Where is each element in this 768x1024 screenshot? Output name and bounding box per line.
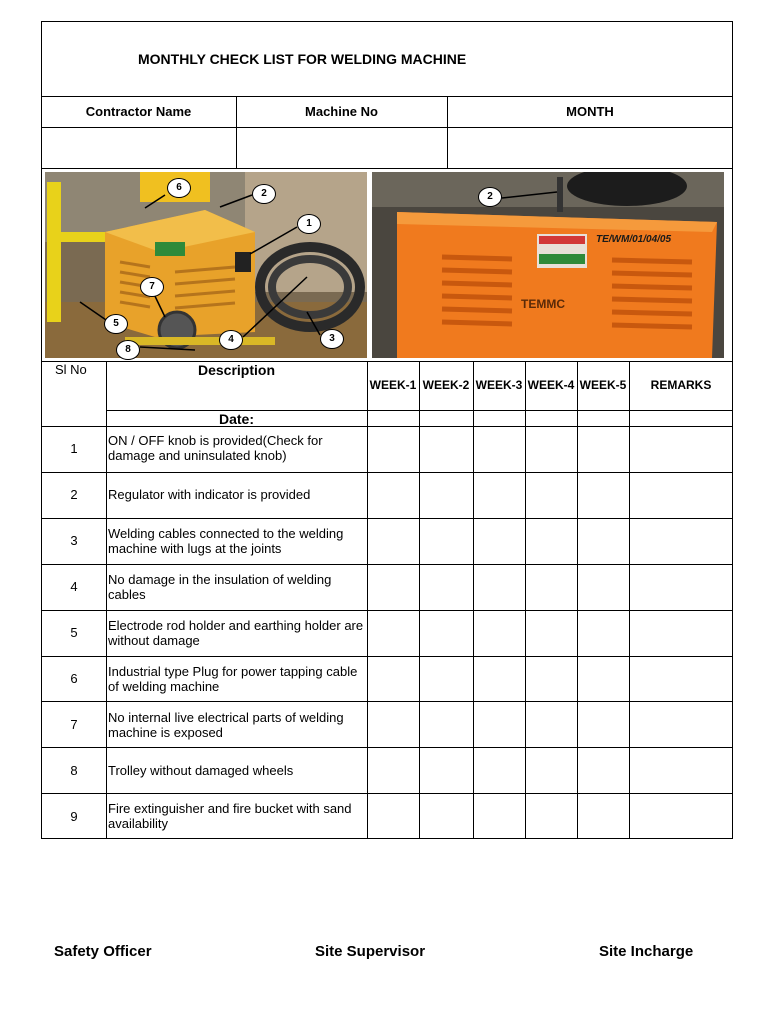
- callout-5: 5: [104, 314, 128, 334]
- row-description: Electrode rod holder and earthing holder are without damage: [108, 618, 364, 648]
- divider: [41, 610, 733, 611]
- page-title: MONTHLY CHECK LIST FOR WELDING MACHINE: [138, 51, 467, 67]
- site-supervisor-signature: Site Supervisor: [315, 943, 426, 960]
- divider: [41, 518, 733, 519]
- callout-2: 2: [252, 184, 276, 204]
- safety-officer-signature: Safety Officer: [54, 943, 152, 960]
- divider: [41, 168, 733, 169]
- divider: [525, 361, 526, 839]
- callout-3: 3: [320, 329, 344, 349]
- contractor-name-label: Contractor Name: [85, 104, 192, 119]
- description-header: Description: [197, 362, 275, 378]
- machine-id-plate: TE/WM/01/04/05: [596, 234, 672, 245]
- contractor-name-field[interactable]: [42, 128, 235, 167]
- divider: [41, 793, 733, 794]
- week-5-header: WEEK-5: [579, 378, 627, 392]
- row-number: 6: [70, 671, 78, 686]
- row-number: 7: [70, 717, 78, 732]
- date-label: Date:: [218, 411, 254, 427]
- row-number: 8: [70, 763, 78, 778]
- welding-machine-photo-right: [372, 172, 724, 358]
- divider: [41, 96, 733, 97]
- divider: [419, 361, 420, 839]
- month-label: MONTH: [566, 104, 614, 119]
- machine-no-label: Machine No: [305, 104, 378, 119]
- machine-no-field[interactable]: [237, 128, 446, 167]
- divider: [41, 426, 106, 427]
- divider: [41, 564, 733, 565]
- divider: [41, 656, 733, 657]
- week-3-header: WEEK-3: [475, 378, 523, 392]
- callout-1: 1: [297, 214, 321, 234]
- callout-2: 2: [478, 187, 502, 207]
- week-4-header: WEEK-4: [527, 378, 575, 392]
- month-field[interactable]: [448, 128, 732, 167]
- row-description: Regulator with indicator is provided: [108, 487, 311, 502]
- row-number: 1: [70, 441, 78, 456]
- divider: [473, 361, 474, 839]
- row-description: ON / OFF knob is provided(Check for damage and uninsulated knob): [108, 433, 323, 463]
- row-number: 9: [70, 809, 78, 824]
- divider: [629, 361, 630, 839]
- remarks-header: REMARKS: [650, 378, 712, 392]
- week-1-header: WEEK-1: [369, 378, 417, 392]
- row-description: Welding cables connected to the welding machine with lugs at the joints: [108, 526, 344, 556]
- row-number: 5: [70, 625, 78, 640]
- week-2-header: WEEK-2: [422, 378, 470, 392]
- callout-8: 8: [116, 340, 140, 360]
- divider: [41, 747, 733, 748]
- row-number: 4: [70, 579, 78, 594]
- callout-4: 4: [219, 330, 243, 350]
- row-description: Trolley without damaged wheels: [108, 763, 294, 778]
- callout-7: 7: [140, 277, 164, 297]
- machine-brand-text: TEMMC: [521, 297, 565, 311]
- welding-machine-photo-left: [45, 172, 367, 358]
- row-description: No damage in the insulation of welding cables: [108, 572, 332, 602]
- divider: [41, 701, 733, 702]
- divider: [106, 361, 107, 839]
- divider: [41, 472, 733, 473]
- row-number: 2: [70, 487, 78, 502]
- welding-machine-closeup-illustration: [372, 172, 724, 358]
- row-description: Fire extinguisher and fire bucket with sand availability: [108, 801, 352, 831]
- site-incharge-signature: Site Incharge: [599, 943, 694, 960]
- divider: [367, 361, 368, 839]
- welding-machine-illustration: [45, 172, 367, 358]
- row-number: 3: [70, 533, 78, 548]
- row-description: No internal live electrical parts of welding machine is exposed: [108, 710, 344, 740]
- row-description: Industrial type Plug for power tapping cable of welding machine: [108, 664, 358, 694]
- sl-no-header: Sl No: [55, 362, 87, 377]
- callout-6: 6: [167, 178, 191, 198]
- divider: [577, 361, 578, 839]
